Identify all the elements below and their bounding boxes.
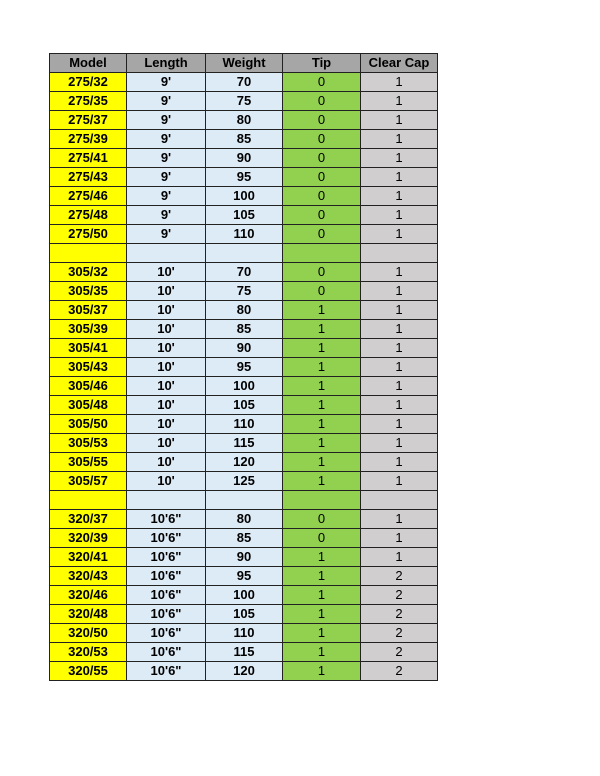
weight-cell: 85 [206, 320, 283, 339]
weight-cell: 95 [206, 567, 283, 586]
weight-cell: 100 [206, 586, 283, 605]
weight-cell: 95 [206, 168, 283, 187]
tip-cell: 1 [283, 472, 361, 491]
model-cell: 305/41 [50, 339, 127, 358]
clear-cap-cell: 1 [361, 111, 438, 130]
clear-cap-cell: 2 [361, 586, 438, 605]
model-cell: 305/39 [50, 320, 127, 339]
model-cell: 275/43 [50, 168, 127, 187]
clear-cap-cell [361, 244, 438, 263]
weight-cell: 100 [206, 187, 283, 206]
clear-cap-cell: 1 [361, 187, 438, 206]
model-cell: 305/46 [50, 377, 127, 396]
length-cell: 9' [127, 206, 206, 225]
tip-cell: 0 [283, 73, 361, 92]
length-cell: 10' [127, 415, 206, 434]
length-cell: 9' [127, 168, 206, 187]
length-cell: 10' [127, 339, 206, 358]
clear-cap-cell: 1 [361, 206, 438, 225]
weight-cell: 120 [206, 662, 283, 681]
length-cell: 9' [127, 73, 206, 92]
weight-cell: 105 [206, 396, 283, 415]
weight-cell: 95 [206, 358, 283, 377]
model-cell: 305/48 [50, 396, 127, 415]
table-row [50, 605, 438, 624]
length-cell: 10' [127, 377, 206, 396]
model-cell: 275/50 [50, 225, 127, 244]
table-row [50, 548, 438, 567]
model-cell: 305/57 [50, 472, 127, 491]
length-cell: 10'6" [127, 643, 206, 662]
table-row [50, 187, 438, 206]
clear-cap-cell: 1 [361, 225, 438, 244]
model-cell: 320/46 [50, 586, 127, 605]
table-row [50, 586, 438, 605]
table-row [50, 206, 438, 225]
tip-cell: 1 [283, 301, 361, 320]
length-cell: 10'6" [127, 624, 206, 643]
weight-cell: 100 [206, 377, 283, 396]
model-cell: 305/50 [50, 415, 127, 434]
tip-cell [283, 491, 361, 510]
model-cell: 320/55 [50, 662, 127, 681]
clear-cap-cell: 1 [361, 548, 438, 567]
weight-cell: 90 [206, 149, 283, 168]
clear-cap-cell: 2 [361, 643, 438, 662]
clear-cap-cell: 1 [361, 529, 438, 548]
table-row [50, 529, 438, 548]
length-cell: 10' [127, 301, 206, 320]
tip-cell: 0 [283, 263, 361, 282]
tip-cell: 1 [283, 548, 361, 567]
clear-cap-cell: 1 [361, 510, 438, 529]
table-row [50, 244, 438, 263]
tip-cell: 0 [283, 206, 361, 225]
length-cell: 10' [127, 453, 206, 472]
clear-cap-cell: 1 [361, 92, 438, 111]
weight-cell: 70 [206, 73, 283, 92]
header-weight: Weight [206, 54, 283, 73]
clear-cap-cell: 1 [361, 263, 438, 282]
table-row [50, 396, 438, 415]
tip-cell: 1 [283, 358, 361, 377]
tip-cell: 0 [283, 187, 361, 206]
tip-cell: 1 [283, 567, 361, 586]
weight-cell: 90 [206, 339, 283, 358]
table-row [50, 510, 438, 529]
clear-cap-cell: 1 [361, 453, 438, 472]
model-cell [50, 491, 127, 510]
weight-cell [206, 491, 283, 510]
weight-cell: 105 [206, 206, 283, 225]
clear-cap-cell: 2 [361, 662, 438, 681]
clear-cap-cell: 1 [361, 377, 438, 396]
clear-cap-cell [361, 491, 438, 510]
table-row [50, 567, 438, 586]
model-cell: 320/39 [50, 529, 127, 548]
model-cell: 275/41 [50, 149, 127, 168]
tip-cell: 0 [283, 92, 361, 111]
table-row [50, 111, 438, 130]
tip-cell: 0 [283, 510, 361, 529]
tip-cell: 1 [283, 320, 361, 339]
model-cell: 320/53 [50, 643, 127, 662]
model-cell: 305/32 [50, 263, 127, 282]
model-cell: 275/32 [50, 73, 127, 92]
model-cell: 320/50 [50, 624, 127, 643]
weight-cell: 80 [206, 510, 283, 529]
tip-cell: 1 [283, 415, 361, 434]
tip-cell: 0 [283, 168, 361, 187]
length-cell: 9' [127, 130, 206, 149]
tip-cell: 0 [283, 225, 361, 244]
tip-cell: 1 [283, 396, 361, 415]
table-row [50, 491, 438, 510]
model-cell: 320/37 [50, 510, 127, 529]
length-cell: 9' [127, 187, 206, 206]
specs-table [49, 53, 438, 681]
table-row [50, 415, 438, 434]
length-cell [127, 244, 206, 263]
tip-cell: 0 [283, 529, 361, 548]
model-cell: 305/43 [50, 358, 127, 377]
tip-cell: 1 [283, 434, 361, 453]
model-cell: 275/48 [50, 206, 127, 225]
model-cell: 275/39 [50, 130, 127, 149]
length-cell: 10'6" [127, 605, 206, 624]
length-cell: 9' [127, 225, 206, 244]
length-cell: 10' [127, 358, 206, 377]
clear-cap-cell: 1 [361, 149, 438, 168]
weight-cell: 110 [206, 225, 283, 244]
clear-cap-cell: 1 [361, 301, 438, 320]
length-cell: 10'6" [127, 567, 206, 586]
weight-cell: 125 [206, 472, 283, 491]
header-tip: Tip [283, 54, 361, 73]
table-row [50, 358, 438, 377]
tip-cell: 1 [283, 377, 361, 396]
length-cell: 9' [127, 149, 206, 168]
clear-cap-cell: 1 [361, 415, 438, 434]
clear-cap-cell: 1 [361, 472, 438, 491]
table-row [50, 472, 438, 491]
tip-cell: 1 [283, 662, 361, 681]
table-body [50, 73, 438, 681]
model-cell: 305/55 [50, 453, 127, 472]
model-cell: 275/37 [50, 111, 127, 130]
weight-cell: 110 [206, 415, 283, 434]
header-row [50, 54, 438, 73]
model-cell: 275/46 [50, 187, 127, 206]
length-cell: 10'6" [127, 586, 206, 605]
weight-cell: 90 [206, 548, 283, 567]
model-cell: 275/35 [50, 92, 127, 111]
table-row [50, 130, 438, 149]
model-cell: 305/53 [50, 434, 127, 453]
model-cell [50, 244, 127, 263]
weight-cell [206, 244, 283, 263]
table-row [50, 339, 438, 358]
tip-cell: 0 [283, 149, 361, 168]
length-cell: 10' [127, 320, 206, 339]
table-row [50, 434, 438, 453]
tip-cell: 0 [283, 111, 361, 130]
tip-cell: 1 [283, 643, 361, 662]
clear-cap-cell: 1 [361, 130, 438, 149]
length-cell: 10' [127, 472, 206, 491]
model-cell: 305/35 [50, 282, 127, 301]
table-row [50, 225, 438, 244]
length-cell: 10'6" [127, 548, 206, 567]
tip-cell: 1 [283, 339, 361, 358]
clear-cap-cell: 1 [361, 358, 438, 377]
length-cell: 10' [127, 396, 206, 415]
tip-cell: 0 [283, 282, 361, 301]
clear-cap-cell: 1 [361, 73, 438, 92]
table-row [50, 263, 438, 282]
table-row [50, 92, 438, 111]
table-row [50, 301, 438, 320]
weight-cell: 105 [206, 605, 283, 624]
clear-cap-cell: 1 [361, 339, 438, 358]
length-cell: 10' [127, 282, 206, 301]
table-row [50, 643, 438, 662]
table-row [50, 73, 438, 92]
weight-cell: 120 [206, 453, 283, 472]
tip-cell: 1 [283, 624, 361, 643]
model-cell: 320/43 [50, 567, 127, 586]
header-length: Length [127, 54, 206, 73]
header-model: Model [50, 54, 127, 73]
table-row [50, 149, 438, 168]
tip-cell [283, 244, 361, 263]
table-row [50, 453, 438, 472]
length-cell: 10'6" [127, 529, 206, 548]
header-clear-cap: Clear Cap [361, 54, 438, 73]
clear-cap-cell: 2 [361, 605, 438, 624]
table-row [50, 282, 438, 301]
weight-cell: 115 [206, 434, 283, 453]
table-row [50, 624, 438, 643]
tip-cell: 1 [283, 605, 361, 624]
model-cell: 305/37 [50, 301, 127, 320]
weight-cell: 75 [206, 282, 283, 301]
length-cell: 10' [127, 263, 206, 282]
length-cell: 10' [127, 434, 206, 453]
length-cell: 9' [127, 111, 206, 130]
table-row [50, 377, 438, 396]
model-cell: 320/48 [50, 605, 127, 624]
clear-cap-cell: 1 [361, 396, 438, 415]
tip-cell: 0 [283, 130, 361, 149]
table-row [50, 320, 438, 339]
tip-cell: 1 [283, 453, 361, 472]
clear-cap-cell: 1 [361, 434, 438, 453]
table-row [50, 662, 438, 681]
clear-cap-cell: 1 [361, 320, 438, 339]
weight-cell: 75 [206, 92, 283, 111]
weight-cell: 110 [206, 624, 283, 643]
model-cell: 320/41 [50, 548, 127, 567]
clear-cap-cell: 1 [361, 282, 438, 301]
weight-cell: 85 [206, 529, 283, 548]
clear-cap-cell: 2 [361, 624, 438, 643]
weight-cell: 80 [206, 301, 283, 320]
length-cell: 9' [127, 92, 206, 111]
tip-cell: 1 [283, 586, 361, 605]
length-cell: 10'6" [127, 662, 206, 681]
clear-cap-cell: 2 [361, 567, 438, 586]
weight-cell: 80 [206, 111, 283, 130]
weight-cell: 85 [206, 130, 283, 149]
length-cell: 10'6" [127, 510, 206, 529]
weight-cell: 70 [206, 263, 283, 282]
table-row [50, 168, 438, 187]
clear-cap-cell: 1 [361, 168, 438, 187]
weight-cell: 115 [206, 643, 283, 662]
length-cell [127, 491, 206, 510]
